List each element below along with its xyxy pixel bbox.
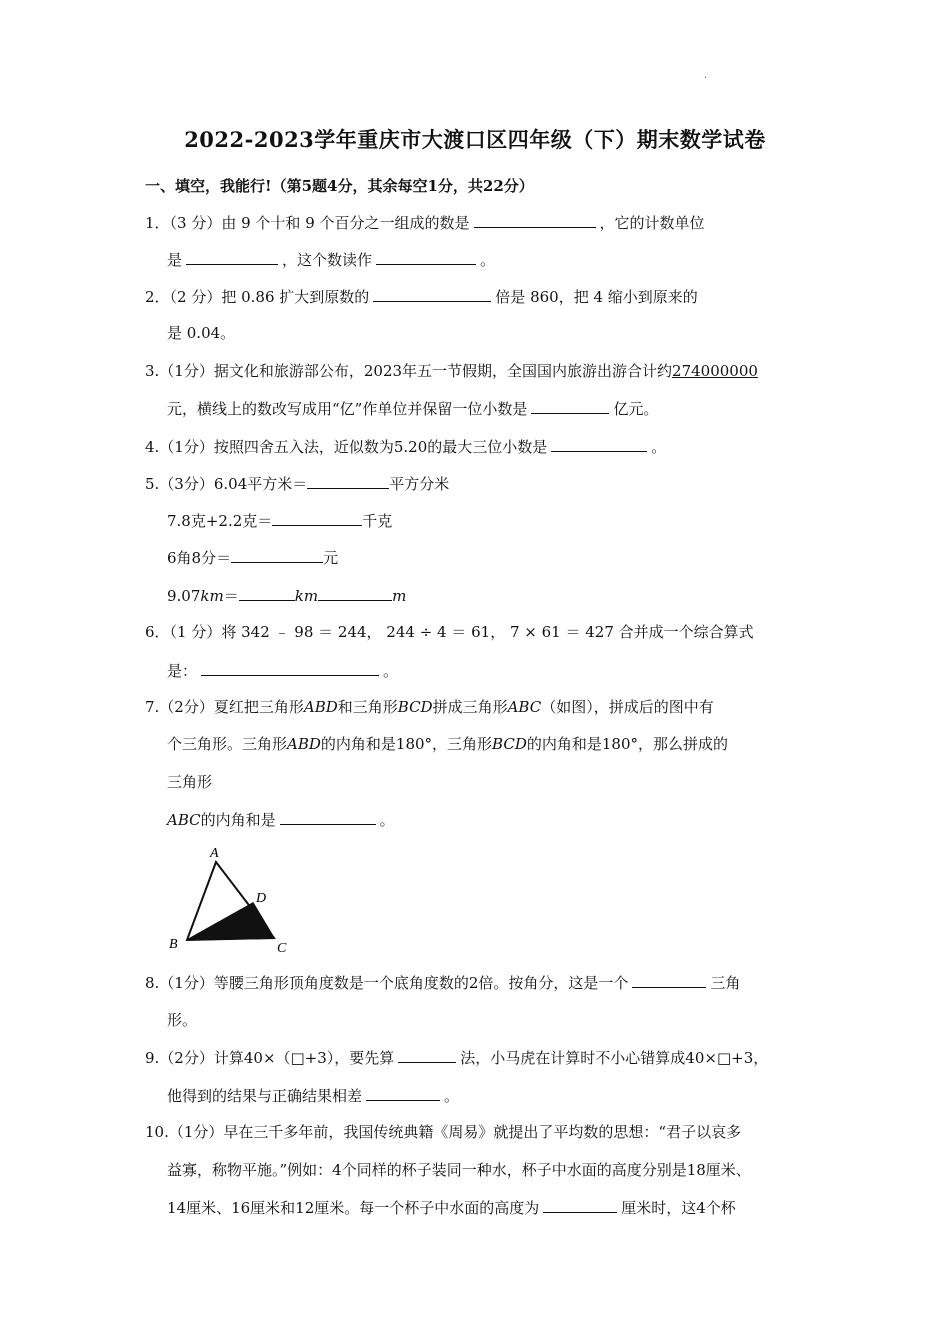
q5-km-unit: km (200, 587, 224, 605)
q5-equals: ＝ (223, 587, 239, 605)
q10-text: 14厘米、16厘米和12厘米。每一个杯子中水面的高度为 (167, 1199, 540, 1217)
q7-abc: ABC (507, 698, 542, 716)
q3-text-3: 亿元。 (613, 400, 659, 418)
label-a: A (210, 846, 219, 861)
q3-line2 (167, 398, 658, 419)
q7-line4 (167, 809, 395, 830)
q9-blank-2[interactable] (366, 1085, 440, 1101)
q3-text-2: 元，横线上的数改写成用“亿”作单位并保留一位小数是 (167, 400, 528, 418)
q9-text-4: 。 (444, 1087, 460, 1105)
q5-blank-3[interactable] (231, 547, 323, 563)
q7-bcd: BCD (397, 698, 433, 716)
q1-text-5: 。 (480, 251, 496, 269)
q6-line2 (167, 660, 398, 681)
q4-text: 4.（1分）按照四舍五入法，近似数为5.20的最大三位小数是 (145, 438, 548, 456)
q2-blank-1[interactable] (373, 286, 491, 302)
label-b: B (169, 937, 178, 952)
q1-text-4: ，这个数读作 (282, 251, 373, 269)
q5-line1 (145, 473, 449, 494)
label-d: D (256, 891, 267, 906)
q7-text-7: 的内角和是180°，那么拼成的 (526, 735, 728, 753)
q5-text-4: 千克 (362, 512, 393, 530)
q7-text: 7.（2分）夏红把三角形 (145, 698, 304, 716)
q7-text-6: 的内角和是180°，三角形 (320, 735, 493, 753)
q2-line1 (145, 286, 698, 307)
q4-blank[interactable] (551, 436, 647, 452)
q8-text: 8.（1分）等腰三角形顶角度数是一个底角度数的2倍。按角分，这是一个 (145, 974, 629, 992)
q1-blank-1[interactable] (474, 212, 596, 228)
q1-blank-2[interactable] (186, 249, 278, 265)
q5-line2 (167, 510, 392, 531)
q3-text: 3.（1分）据文化和旅游部公布，2023年五一节假期，全国国内旅游出游合计约 (145, 362, 673, 380)
q5-text-7: 9.07 (167, 587, 201, 605)
triangle-figure (160, 840, 310, 960)
q7-abd: ABD (303, 698, 338, 716)
q7-blank[interactable] (280, 809, 376, 825)
q8-line1 (145, 972, 740, 993)
q5-m-unit: m (392, 587, 407, 605)
q7-text-3: 拼成三角形 (432, 698, 508, 716)
q4-line1 (145, 436, 666, 457)
q10-text-2: 厘米时，这4个杯 (621, 1199, 736, 1217)
q5-blank-1[interactable] (307, 473, 389, 489)
q7-line2 (167, 734, 728, 754)
q8-text-2: 三角 (710, 974, 741, 992)
q2-text-2: 倍是 860，把 4 缩小到原来的 (495, 288, 698, 306)
q5-text-2: 平方分米 (389, 475, 450, 493)
q8-blank[interactable] (632, 972, 706, 988)
q5-blank-4[interactable] (239, 585, 295, 601)
q7-bcd-2: BCD (492, 735, 527, 753)
q10-line1: 10.（1分）早在三千多年前，我国传统典籍《周易》就提出了平均数的思想：“君子以哀多 (145, 1123, 742, 1141)
q1-text-3: 是 (167, 251, 183, 269)
q7-text-4: （如图），拼成后的图中有 (541, 698, 714, 716)
q10-blank[interactable] (543, 1197, 617, 1213)
q3-blank[interactable] (531, 398, 609, 414)
q8-line2: 形。 (167, 1011, 198, 1029)
q9-text: 9.（2分）计算40×（□+3），要先算 (145, 1049, 395, 1067)
q4-text-2: 。 (651, 438, 667, 456)
q2-text: 2．（2 分）把 0.86 扩大到原数的 (145, 288, 370, 306)
q1-text-2: ，它的计数单位 (599, 214, 705, 232)
q7-abc-2: ABC (167, 811, 201, 829)
q3-line1 (145, 361, 758, 381)
q7-line1 (145, 697, 714, 717)
section-title: 一、填空，我能行!（第5题4分，其余每空1分，共22分） (145, 177, 534, 195)
q5-km-unit-2: km (294, 587, 319, 605)
q1-line1 (145, 212, 705, 233)
q10-line2: 益寡，称物平施。”例如：4个同样的杯子装同一种水，杯子中水面的高度分别是18厘米、 (167, 1161, 751, 1179)
q5-blank-5[interactable] (318, 585, 392, 601)
q6-blank[interactable] (201, 660, 379, 676)
q7-text-2: 和三角形 (337, 698, 398, 716)
q7-text-8: 的内角和是 (200, 811, 276, 829)
page-title: 2022-2023学年重庆市大渡口区四年级（下）期末数学试卷 (184, 127, 766, 152)
q2-line2: 是 0.04。 (167, 324, 236, 342)
q5-text-5: 6角8分＝ (167, 549, 232, 567)
q7-abd-2: ABD (287, 735, 321, 753)
q7-line3: 三角形 (167, 773, 213, 791)
header-dot: . (704, 70, 708, 81)
q5-blank-2[interactable] (272, 510, 362, 526)
q9-blank-1[interactable] (398, 1047, 456, 1063)
q5-text-3: 7.8克+2.2克＝ (167, 512, 273, 530)
q6-line1: 6．（1 分）将 342 ﹣ 98 ＝ 244， 244 ÷ 4 ＝ 61， 7 × 61 ＝ 427 合并成一个综合算式 (145, 623, 754, 641)
q6-text-2: 。 (383, 662, 399, 680)
q6-text: 是： (167, 662, 198, 680)
q5-line3 (167, 547, 338, 568)
q9-text-2: 法，小马虎在计算时不小心错算成40×□+3， (460, 1049, 769, 1067)
q5-text-6: 元 (323, 549, 339, 567)
q5-line4 (167, 585, 406, 606)
q10-line3 (167, 1197, 736, 1218)
q5-text: 5.（3分）6.04平方米＝ (145, 475, 308, 493)
q1-line2 (167, 249, 495, 270)
q1-text: 1．（3 分）由 9 个十和 9 个百分之一组成的数是 (145, 214, 470, 232)
triangle-bcd-shaded (187, 903, 274, 940)
label-c: C (277, 941, 287, 956)
q9-line2 (167, 1085, 459, 1106)
q3-underlined-number: 274000000 (672, 362, 758, 380)
q9-text-3: 他得到的结果与正确结果相差 (167, 1087, 363, 1105)
q7-text-5: 个三角形。三角形 (167, 735, 288, 753)
q7-text-9: 。 (379, 811, 395, 829)
q1-blank-3[interactable] (376, 249, 476, 265)
q9-line1 (145, 1047, 768, 1068)
